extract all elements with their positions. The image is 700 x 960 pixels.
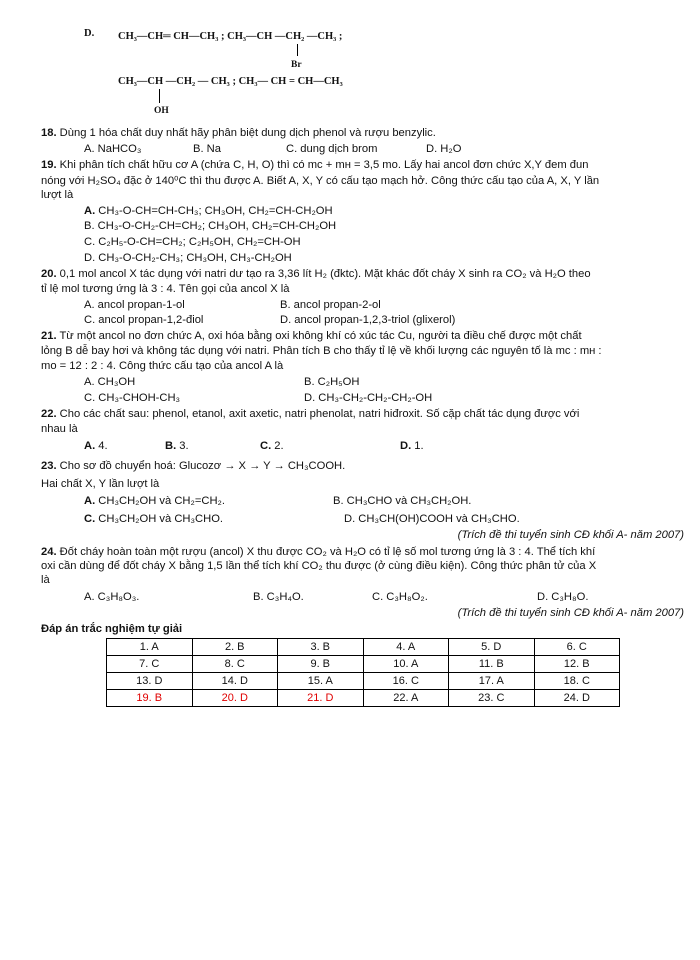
q20-option-d: D. ancol propan-1,2,3-triol (glixerol)	[280, 314, 456, 326]
q19-option-c: C. C₂H₅-O-CH=CH₂; C₂H₅OH, CH₂=CH-OH	[84, 236, 301, 248]
question-19: 19. Khi phân tích chất hữu cơ A (chứa C, H, O) thì có mᴄ + mʜ = 3,5 mᴏ. Lấy hai ancol đơn chức X,Y đem đun	[41, 159, 589, 171]
q24-option-c: C. C₃H₈O₂.	[372, 591, 428, 603]
q22-line-2: nhau là	[41, 423, 78, 435]
answer-key-table	[106, 638, 620, 707]
q20-option-a: A. ancol propan-1-ol	[84, 299, 185, 311]
answer-cell: 12. B	[534, 656, 620, 673]
answer-cell: 10. A	[363, 656, 449, 673]
q22-option-b: B. 3.	[165, 440, 189, 452]
structure-oh: OH	[154, 106, 169, 116]
q19-option-a: A. CH₃-O-CH=CH-CH₃; CH₃OH, CH₂=CH-CH₂OH	[84, 205, 333, 217]
q23-line-2: Hai chất X, Y lần lượt là	[41, 478, 160, 490]
question-24: 24. Đốt cháy hoàn toàn một rượu (ancol) X thu được CO₂ và H₂O có tỉ lệ số mol tương ứng là 3 : 4. Thể tích khí	[41, 546, 596, 558]
answer-cell: 13. D	[107, 673, 193, 690]
q24-option-b: B. C₃H₄O.	[253, 591, 304, 603]
answer-cell: 6. C	[534, 639, 620, 656]
answer-cell: 2. B	[192, 639, 278, 656]
table-row	[107, 656, 620, 673]
structure-row-1: CH₃—CH═ CH—CH₃ ; CH₃—CH —CH₂ —CH₃ ;	[118, 31, 343, 42]
answer-cell: 23. C	[449, 690, 535, 707]
question-21: 21. Từ một ancol no đơn chức A, oxi hóa bằng oxi không khí có xúc tác Cu, người ta điều chế được một chất	[41, 330, 582, 342]
q23-option-a: A. CH₃CH₂OH và CH₂=CH₂.	[84, 495, 225, 507]
answer-cell: 20. D	[192, 690, 278, 707]
answer-cell: 18. C	[534, 673, 620, 690]
answer-cell: 7. C	[107, 656, 193, 673]
answer-cell: 3. B	[278, 639, 364, 656]
answer-cell: 24. D	[534, 690, 620, 707]
question-22: 22. Cho các chất sau: phenol, etanol, axit axetic, natri phenolat, natri hiđroxit. Số cặp chất tác dụng được với	[41, 408, 580, 420]
q24-option-a: A. C₃H₈O₃.	[84, 591, 140, 603]
q18-option-b: B. Na	[193, 143, 221, 155]
answer-cell: 1. A	[107, 639, 193, 656]
q22-option-a: A. 4.	[84, 440, 108, 452]
q19-line-3: lượt là	[41, 189, 74, 201]
q24-line-2: oxi cần dùng để đốt cháy X bằng 1,5 lần thể tích khí CO₂ thu được (ở cùng điều kiện). Công thức phân tử của X	[41, 560, 597, 572]
bond-line-oh	[159, 89, 160, 103]
q20-line-2: tỉ lệ mol tương ứng là 3 : 4. Tên gọi của ancol X là	[41, 283, 290, 295]
question-23: 23. Cho sơ đồ chuyển hoá: Glucozơ → X → Y → CH₃COOH.	[41, 460, 346, 472]
q24-line-3: là	[41, 574, 50, 586]
q18-option-d: D. H₂O	[426, 143, 462, 155]
q19-line-2: nóng với H₂SO₄ đặc ở 140⁰C thì thu được A. Biết A, X, Y có cấu tạo mạch hở. Công thức cấu tạo của A, X, Y lần	[41, 175, 600, 187]
q23-option-c: C. CH₃CH₂OH và CH₃CHO.	[84, 513, 224, 525]
answer-cell: 5. D	[449, 639, 535, 656]
q23-option-d: D. CH₃CH(OH)COOH và CH₃CHO.	[344, 513, 520, 525]
answer-cell: 22. A	[363, 690, 449, 707]
q23-source: (Trích đề thi tuyển sinh CĐ khối A- năm 2007)	[457, 529, 684, 541]
q21-option-d: D. CH₃-CH₂-CH₂-CH₂-OH	[304, 392, 433, 404]
q20-option-b: B. ancol propan-2-ol	[280, 299, 381, 311]
q21-option-b: B. C₂H₅OH	[304, 376, 360, 388]
answer-cell: 9. B	[278, 656, 364, 673]
answer-cell: 14. D	[192, 673, 278, 690]
structure-row-2: CH₃—CH —CH₂ — CH₃ ; CH₃— CH = CH—CH₃	[118, 76, 343, 87]
answer-cell: 17. A	[449, 673, 535, 690]
option-d-label: D.	[84, 28, 95, 39]
q23-option-b: B. CH₃CHO và CH₃CH₂OH.	[333, 495, 472, 507]
bond-line-br	[297, 44, 298, 56]
answer-cell: 8. C	[192, 656, 278, 673]
q22-option-d: D. 1.	[400, 440, 424, 452]
q20-option-c: C. ancol propan-1,2-điol	[84, 314, 204, 326]
answer-cell: 16. C	[363, 673, 449, 690]
q22-option-c: C. 2.	[260, 440, 284, 452]
q24-source: (Trích đề thi tuyển sinh CĐ khối A- năm 2007)	[457, 607, 684, 619]
structure-br: Br	[291, 60, 302, 70]
q21-option-a: A. CH₃OH	[84, 376, 136, 388]
q18-option-a: A. NaHCO₃	[84, 143, 142, 155]
q21-option-c: C. CH₃-CHOH-CH₃	[84, 392, 181, 404]
question-18: 18. Dùng 1 hóa chất duy nhất hãy phân biệt dung dịch phenol và rượu benzylic.	[41, 127, 436, 139]
answer-cell: 15. A	[278, 673, 364, 690]
q24-option-d: D. C₃H₈O.	[537, 591, 589, 603]
answer-cell: 4. A	[363, 639, 449, 656]
q21-line-3: mᴏ = 12 : 2 : 4. Công thức cấu tạo của ancol A là	[41, 360, 284, 372]
question-20: 20. 0,1 mol ancol X tác dụng với natri dư tạo ra 3,36 lít H₂ (đktc). Mặt khác đốt cháy X sinh ra CO₂ và H₂O theo	[41, 268, 591, 280]
answer-cell: 11. B	[449, 656, 535, 673]
answer-cell: 19. B	[107, 690, 193, 707]
table-row	[107, 690, 620, 707]
answer-key-heading: Đáp án trắc nghiệm tự giải	[41, 623, 183, 635]
table-row	[107, 639, 620, 656]
q19-option-d: D. CH₃-O-CH₂-CH₃; CH₃OH, CH₃-CH₂OH	[84, 252, 292, 264]
q18-option-c: C. dung dịch brom	[286, 143, 378, 155]
q21-line-2: lỏng B dễ bay hơi và không tác dụng với natri. Phân tích B cho thấy tỉ lệ về khối lượng các nguyên tố là mᴄ : mʜ :	[41, 345, 602, 357]
q19-option-b: B. CH₃-O-CH₂-CH=CH₂; CH₃OH, CH₂=CH-CH₂OH	[84, 220, 337, 232]
answer-cell: 21. D	[278, 690, 364, 707]
table-row	[107, 673, 620, 690]
